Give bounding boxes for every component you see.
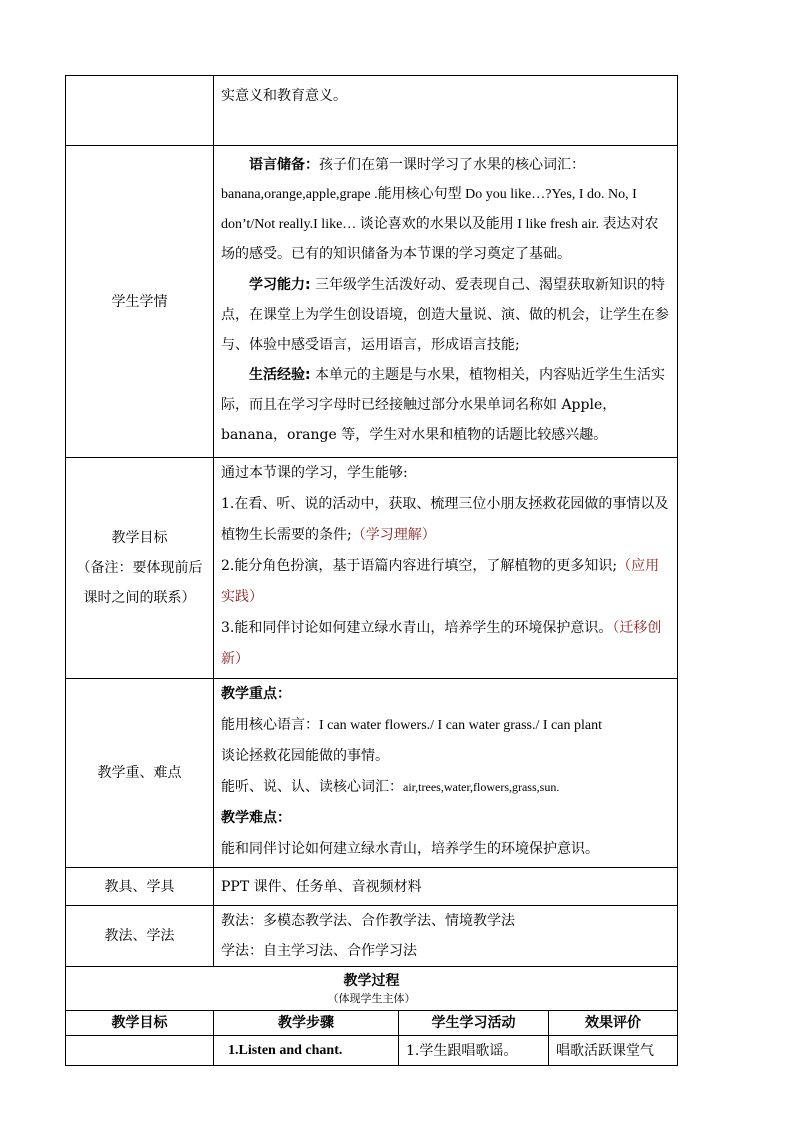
row-teaching-goals [66,458,678,679]
row-label: 教学重、难点 [66,679,214,868]
process-header-row [66,1011,678,1036]
materials-content: PPT 课件、任务单、音视频材料 [214,868,678,906]
teaching-goals-content: 通过本节课的学习，学生能够: 1.在看、听、说的活动中，获取、梳理三位小朋友拯救花园做的事情以及植物生长需要的条件;（学习理解） 2.能分角色扮演，基于语篇内容进行填空，了解植物的更多知识;（应用实践） 3.能和同伴讨论如何建立绿水青山，培养学生的环境保护意识。（迁移创新） [214,458,678,679]
process-cell: 1.Listen and chant. [214,1036,399,1066]
process-title-cell [66,967,678,1011]
column-header: 效果评价 [549,1011,678,1036]
goal-tag: （迁移创新） [221,620,662,667]
row-student-situation [66,146,678,458]
row-label: 学生学情 [66,146,214,458]
process-cell: 1.学生跟唱歌谣。 [399,1036,549,1066]
section-head: 语言储备： [249,157,319,173]
goal-tag: （应用实践） [221,558,660,605]
row-key-points [66,679,678,868]
process-title: 教学过程 [343,972,400,989]
column-header: 学生学习活动 [399,1011,549,1036]
lesson-plan-table [65,75,678,1066]
paragraph: banana,orange,apple,grape .能用核心句型 Do you like…?Yes, I do. No, I don’t/Not really.I like… 谈论喜欢的水果以及能用 I like fresh air. 表达对农场的感受。已有的知识储备为本节课的学习奠定了基础。 [221,187,659,262]
row-label: 教法、学法 [66,906,214,967]
row-continuation [66,76,678,146]
row-label: 教学目标 （备注：要体现前后课时之间的联系） [66,458,214,679]
section-head: 教学难点： [221,810,291,826]
section-head: 教学重点： [221,686,291,702]
row-process-title [66,967,678,1011]
process-subtitle: （体现学生主体） [327,991,416,1005]
row-label: 教具、学具 [66,868,214,906]
process-row [66,1036,678,1066]
process-cell: 唱歌活跃课堂气 [549,1036,678,1066]
goal-tag: （学习理解） [351,527,436,543]
row-methods [66,906,678,967]
column-header: 教学步骤 [214,1011,399,1036]
key-points-content: 教学重点： 能用核心语言：I can water flowers./ I can water grass./ I can plant 谈论拯救花园能做的事情。 能听、说、认、读核心词汇：air,trees,water,flowers,grass,sun. 教学难点： 能和同伴讨论如何建立绿水青山，培养学生的环境保护意识。 [214,679,678,868]
process-cell [66,1036,214,1066]
student-situation-content: 语言储备：孩子们在第一课时学习了水果的核心词汇： banana,orange,apple,grape .能用核心句型 Do you like…?Yes, I do. No, I don’t/Not really.I like… 谈论喜欢的水果以及能用 I like fresh air. 表达对农场的感受。已有的知识储备为本节课的学习奠定了基础。 学习能力: 三年级学生活泼好动、爱表现自己、渴望获取新知识的特点，在课堂上为学生创设语境，创造大量说、演、做的机会，让学生在参与、体验中感受语言，运用语言，形成语言技能; 生活经验: 本单元的主题是与水果，植物相关，内容贴近学生生活实际，而且在学习字母时已经接触过部分水果单词名称如 Apple，banana，orange 等，学生对水果和植物的话题比较感兴趣。 [214,146,678,458]
section-head: 学习能力: [249,277,311,293]
row0-label-cell [66,76,214,146]
column-header: 教学目标 [66,1011,214,1036]
row-materials [66,868,678,906]
row0-content: 实意义和教育意义。 [214,76,678,146]
section-head: 生活经验: [249,367,311,383]
methods-content: 教法：多模态教学法、合作教学法、情境教学法 学法：自主学习法、合作学习法 [214,906,678,967]
